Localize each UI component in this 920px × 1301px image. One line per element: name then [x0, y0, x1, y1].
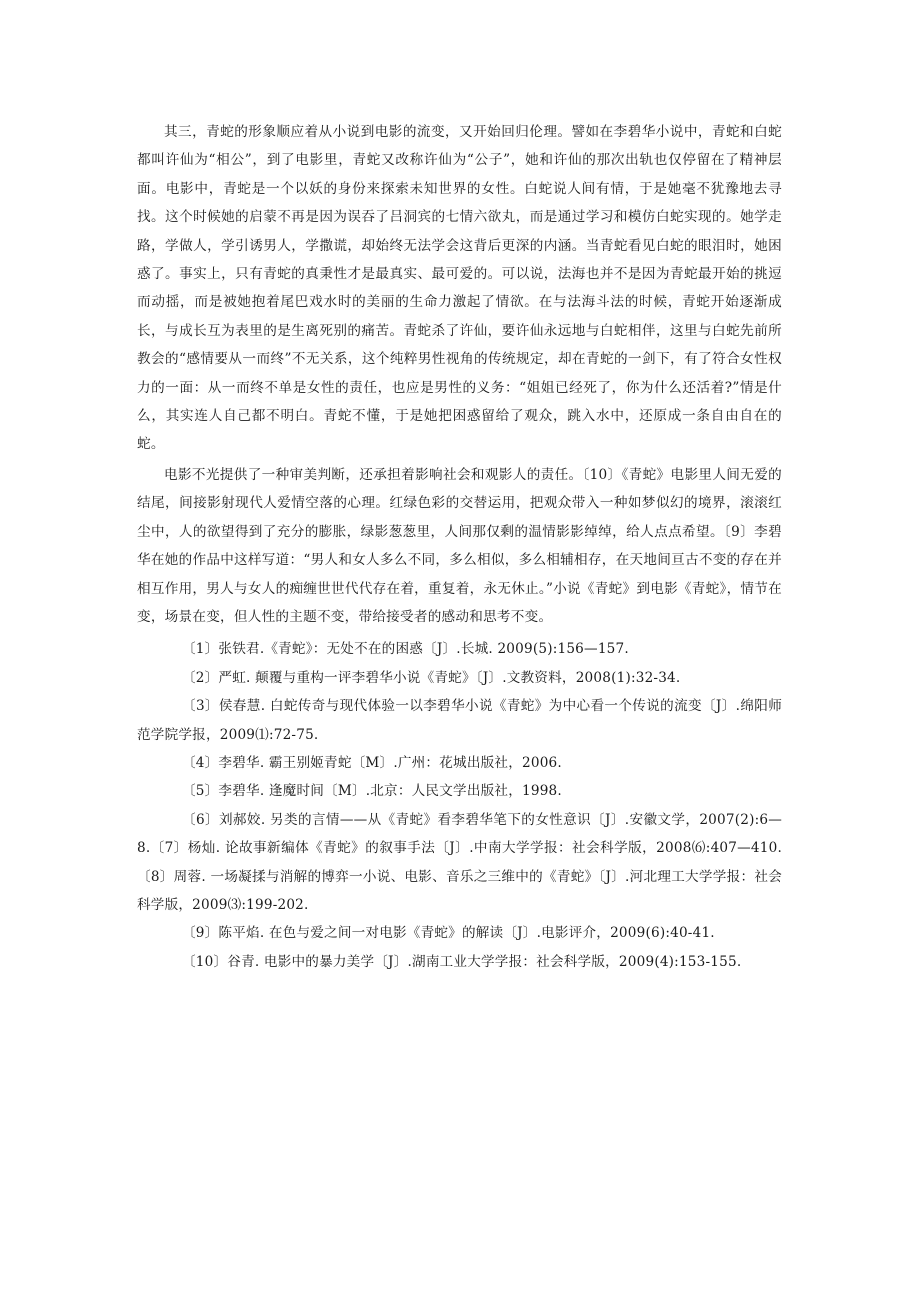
paragraph: 其三，青蛇的形象顺应着从小说到电影的流变，又开始回归伦理。譬如在李碧华小说中，青蛇和白蛇都叫许仙为“相公”，到了电影里，青蛇又改称许仙为“公子”，她和许仙的那次出轨也仅停留在了精神层面。电影中，青蛇是一个以妖的身份来探索未知世界的女性。白蛇说人间有情，于是她毫不犹豫地去寻找。这个时候她的启蒙不再是因为误吞了吕洞宾的七情六欲丸，而是通过学习和模仿白蛇实现的。她学走路，学做人，学引诱男人，学撒谎，却始终无法学会这背后更深的内涵。当青蛇看见白蛇的眼泪时，她困惑了。事实上，只有青蛇的真秉性才是最真实、最可爱的。可以说，法海也并不是因为青蛇最开始的挑逗而动摇，而是被她抱着尾巴戏水时的美丽的生命力激起了情欲。在与法海斗法的时候，青蛇开始逐渐成长，与成长互为表里的是生离死别的痛苦。青蛇杀了许仙，要许仙永远地与白蛇相伴，这里与白蛇先前所教会的“感情要从一而终”不无关系，这个纯粹男性视角的传统规定，却在青蛇的一剑下，有了符合女性权力的一面：从一而终不单是女性的责任，也应是男性的义务：“姐姐已经死了，你为什么还活着?”情是什么，其实连人自己都不明白。青蛇不懂，于是她把困惑留给了观众，跳入水中，还原成一条自由自在的蛇。 — [137, 124, 782, 453]
reference-list — [137, 635, 782, 976]
paragraph: 电影不光提供了一种审美判断，还承担着影响社会和观影人的责任。〔10〕《青蛇》电影里人间无爱的结尾，间接影射现代人爱情空落的心理。红绿色彩的交替运用，把观众带入一种如梦似幻的境界，滚滚红尘中，人的欲望得到了充分的膨胀，绿影葱葱里，人间那仅剩的温情影影绰绰，给人点点希望。〔9〕李碧华在她的作品中这样写道：“男人和女人多么不同，多么相似，多么相辅相存，在天地间亘古不变的存在并相互作用，男人与女人的痴缠世世代代存在着，重复着，永无休止。”小说《青蛇》到电影《青蛇》，情节在变，场景在变，但人性的主题不变，带给接受者的感动和思考不变。 — [137, 466, 782, 625]
reference-item: 〔4〕李碧华. 霸王别姬青蛇〔M〕.广州：花城出版社，2006. — [182, 754, 562, 771]
reference-item: 〔9〕陈平焰. 在色与爱之间一对电影《青蛇》的解读〔J〕.电影评介，2009(6):40-41. — [182, 925, 715, 942]
document-page — [137, 118, 782, 976]
body-text — [137, 118, 782, 631]
reference-item: 〔3〕侯春慧. 白蛇传奇与现代体验一以李碧华小说《青蛇》为中心看一个传说的流变〔J〕.绵阳师范学院学报，2009⑴:72-75. — [137, 698, 782, 743]
reference-item: 〔1〕张铁君.《青蛇》：无处不在的困惑〔J〕.长城. 2009(5):156—157. — [182, 641, 629, 658]
reference-item: 〔5〕李碧华. 逢魔时间〔M〕.北京：人民文学出版社，1998. — [182, 783, 562, 800]
reference-item: 〔2〕严虹. 颠覆与重构一评李碧华小说《青蛇》〔J〕.文教资料，2008(1):32-34. — [182, 669, 681, 686]
reference-item: 〔10〕谷青. 电影中的暴力美学〔J〕.湖南工业大学学报：社会科学版，2009(4):153-155. — [182, 953, 742, 970]
reference-item: 〔6〕刘郝姣. 另类的言情——从《青蛇》看李碧华笔下的女性意识〔J〕.安徽文学，2007(2):6—8.〔7〕杨灿. 论故事新编体《青蛇》的叙事手法〔J〕.中南大学学报：社会科学版，2008⑹:407—410.〔8〕周蓉. 一场凝揉与消解的博弈一小说、电影、音乐之三维中的《青蛇》〔J〕.河北理工大学学报：社会科学版，2009⑶:199-202. — [137, 811, 782, 913]
